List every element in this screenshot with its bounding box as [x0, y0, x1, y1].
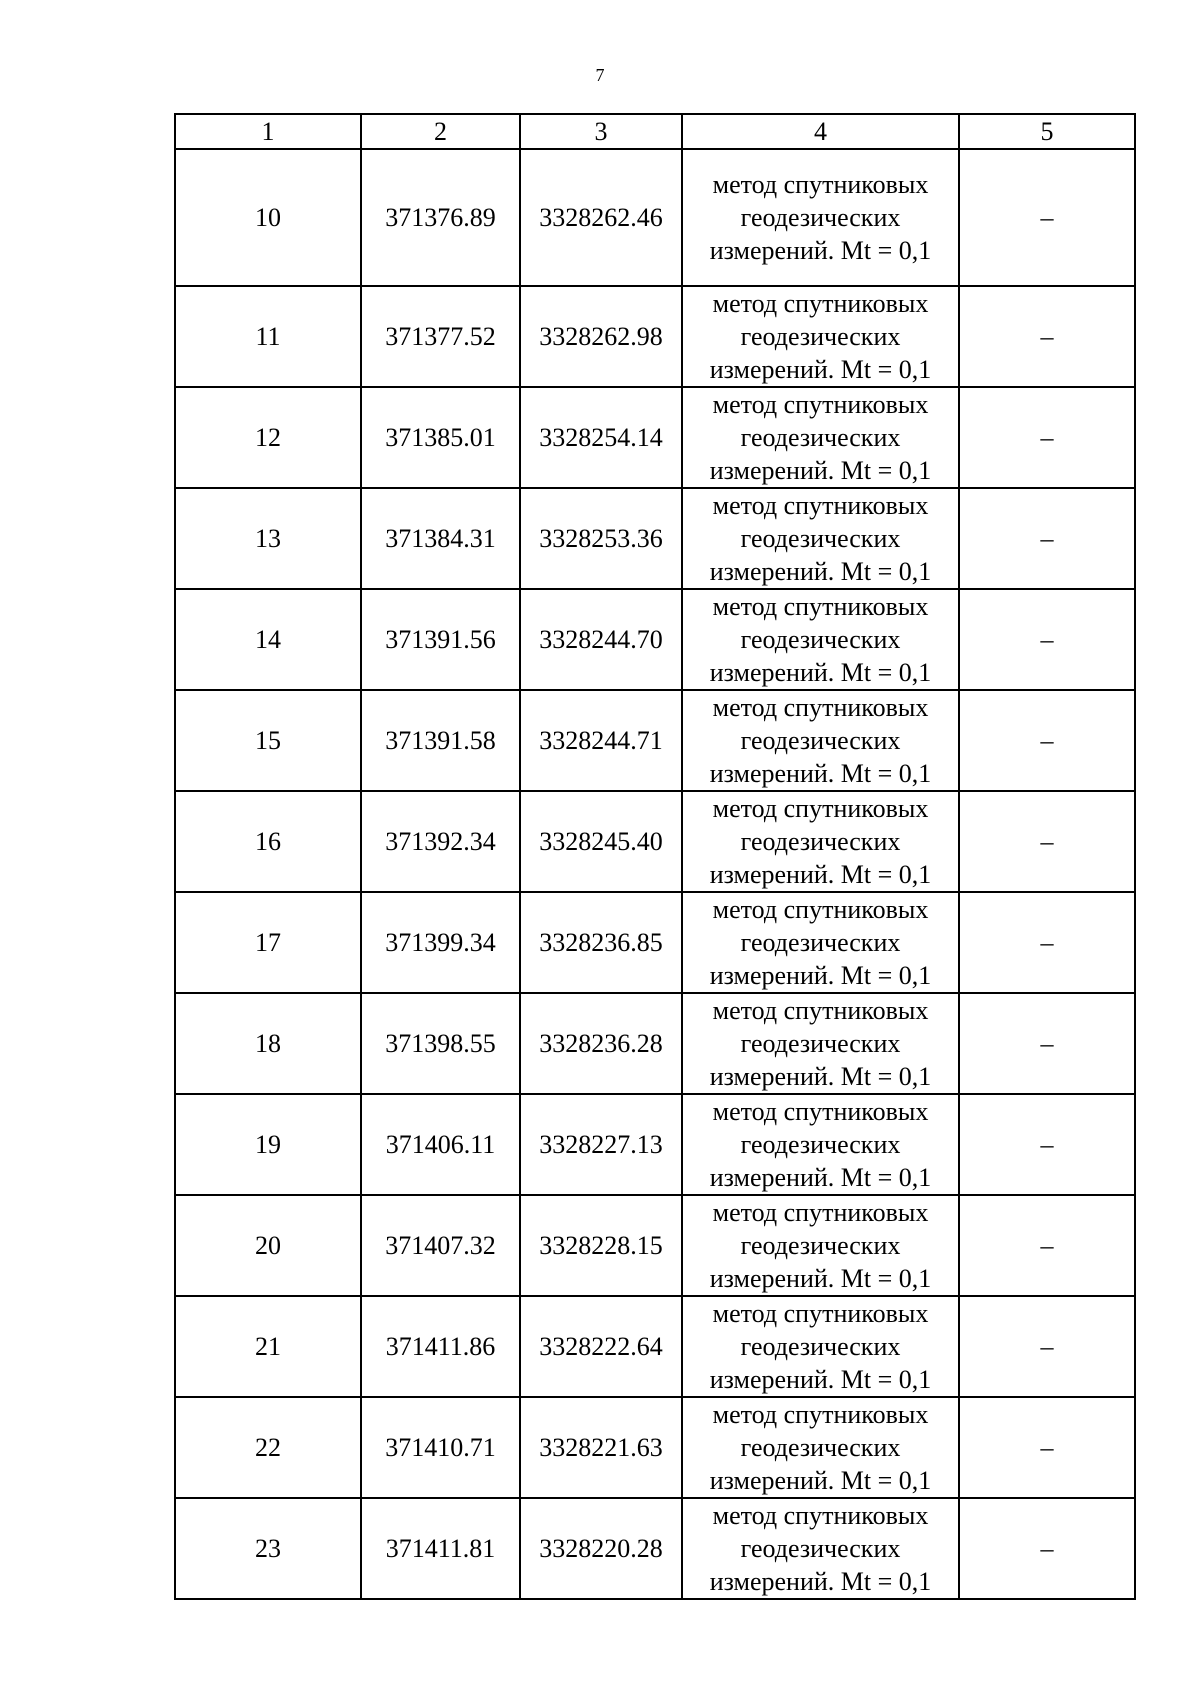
- point-number-cell: 10: [175, 149, 361, 286]
- y-coordinate-cell: 3328220.28: [520, 1498, 682, 1599]
- method-text: метод спутниковых геодезических измерений. Mt = 0,1: [709, 289, 932, 384]
- table-row: [175, 1397, 1135, 1498]
- table-row: [175, 387, 1135, 488]
- method-text: метод спутниковых геодезических измерений. Mt = 0,1: [709, 1299, 932, 1394]
- y-coordinate-cell: 3328236.28: [520, 993, 682, 1094]
- method-cell: [682, 387, 959, 488]
- note-cell: –: [959, 149, 1135, 286]
- y-coordinate-cell: 3328254.14: [520, 387, 682, 488]
- table-row: [175, 1498, 1135, 1599]
- x-coordinate-cell: 371410.71: [361, 1397, 520, 1498]
- y-coordinate-cell: 3328228.15: [520, 1195, 682, 1296]
- column-header-4: 4: [682, 114, 959, 149]
- point-number-cell: 18: [175, 993, 361, 1094]
- table-row: [175, 791, 1135, 892]
- table-row: [175, 892, 1135, 993]
- method-cell: [682, 286, 959, 387]
- x-coordinate-cell: 371391.56: [361, 589, 520, 690]
- note-cell: –: [959, 488, 1135, 589]
- point-number-cell: 15: [175, 690, 361, 791]
- x-coordinate-cell: 371392.34: [361, 791, 520, 892]
- method-text: метод спутниковых геодезических измерений. Mt = 0,1: [709, 693, 932, 788]
- table-row: [175, 286, 1135, 387]
- header-row: [175, 114, 1135, 149]
- x-coordinate-cell: 371407.32: [361, 1195, 520, 1296]
- x-coordinate-cell: 371384.31: [361, 488, 520, 589]
- x-coordinate-cell: 371377.52: [361, 286, 520, 387]
- method-text: метод спутниковых геодезических измерений. Mt = 0,1: [709, 996, 932, 1091]
- table-header: [175, 114, 1135, 149]
- y-coordinate-cell: 3328221.63: [520, 1397, 682, 1498]
- y-coordinate-cell: 3328244.71: [520, 690, 682, 791]
- method-cell: [682, 1195, 959, 1296]
- table-row: [175, 1195, 1135, 1296]
- point-number-cell: 11: [175, 286, 361, 387]
- note-cell: –: [959, 690, 1135, 791]
- table-row: [175, 690, 1135, 791]
- note-cell: –: [959, 1094, 1135, 1195]
- y-coordinate-cell: 3328244.70: [520, 589, 682, 690]
- point-number-cell: 23: [175, 1498, 361, 1599]
- point-number-cell: 13: [175, 488, 361, 589]
- point-number-cell: 12: [175, 387, 361, 488]
- note-cell: –: [959, 993, 1135, 1094]
- method-text: метод спутниковых геодезических измерений. Mt = 0,1: [709, 592, 932, 687]
- point-number-cell: 16: [175, 791, 361, 892]
- method-cell: [682, 993, 959, 1094]
- x-coordinate-cell: 371391.58: [361, 690, 520, 791]
- table-row: [175, 1094, 1135, 1195]
- y-coordinate-cell: 3328222.64: [520, 1296, 682, 1397]
- method-cell: [682, 1397, 959, 1498]
- point-number-cell: 14: [175, 589, 361, 690]
- note-cell: –: [959, 1498, 1135, 1599]
- table-row: [175, 149, 1135, 286]
- method-cell: [682, 1094, 959, 1195]
- method-cell: [682, 892, 959, 993]
- note-cell: –: [959, 589, 1135, 690]
- table-body: [175, 149, 1135, 1599]
- y-coordinate-cell: 3328262.98: [520, 286, 682, 387]
- note-cell: –: [959, 387, 1135, 488]
- x-coordinate-cell: 371399.34: [361, 892, 520, 993]
- y-coordinate-cell: 3328262.46: [520, 149, 682, 286]
- note-cell: –: [959, 1195, 1135, 1296]
- method-text: метод спутниковых геодезических измерений. Mt = 0,1: [709, 1198, 932, 1293]
- method-cell: [682, 1296, 959, 1397]
- method-text: метод спутниковых геодезических измерений. Mt = 0,1: [709, 1501, 932, 1596]
- page-number: 7: [595, 65, 605, 85]
- method-cell: [682, 690, 959, 791]
- table-row: [175, 1296, 1135, 1397]
- note-cell: –: [959, 892, 1135, 993]
- point-number-cell: 22: [175, 1397, 361, 1498]
- method-cell: [682, 589, 959, 690]
- method-cell: [682, 791, 959, 892]
- x-coordinate-cell: 371411.86: [361, 1296, 520, 1397]
- column-header-5: 5: [959, 114, 1135, 149]
- note-cell: –: [959, 286, 1135, 387]
- table-row: [175, 488, 1135, 589]
- method-text: метод спутниковых геодезических измерений. Mt = 0,1: [709, 1097, 932, 1192]
- method-text: метод спутниковых геодезических измерений. Mt = 0,1: [709, 491, 932, 586]
- x-coordinate-cell: 371406.11: [361, 1094, 520, 1195]
- method-cell: [682, 488, 959, 589]
- point-number-cell: 19: [175, 1094, 361, 1195]
- method-text: метод спутниковых геодезических измерений. Mt = 0,1: [709, 170, 932, 265]
- point-number-cell: 21: [175, 1296, 361, 1397]
- note-cell: –: [959, 1296, 1135, 1397]
- method-text: метод спутниковых геодезических измерений. Mt = 0,1: [709, 895, 932, 990]
- x-coordinate-cell: 371398.55: [361, 993, 520, 1094]
- y-coordinate-cell: 3328236.85: [520, 892, 682, 993]
- column-header-1: 1: [175, 114, 361, 149]
- table-row: [175, 589, 1135, 690]
- method-cell: [682, 1498, 959, 1599]
- column-header-2: 2: [361, 114, 520, 149]
- column-header-3: 3: [520, 114, 682, 149]
- method-text: метод спутниковых геодезических измерений. Mt = 0,1: [709, 1400, 932, 1495]
- note-cell: –: [959, 791, 1135, 892]
- point-number-cell: 17: [175, 892, 361, 993]
- point-number-cell: 20: [175, 1195, 361, 1296]
- note-cell: –: [959, 1397, 1135, 1498]
- method-cell: [682, 149, 959, 286]
- coordinates-table: [174, 113, 1136, 1600]
- y-coordinate-cell: 3328245.40: [520, 791, 682, 892]
- method-text: метод спутниковых геодезических измерений. Mt = 0,1: [709, 794, 932, 889]
- x-coordinate-cell: 371385.01: [361, 387, 520, 488]
- x-coordinate-cell: 371411.81: [361, 1498, 520, 1599]
- y-coordinate-cell: 3328227.13: [520, 1094, 682, 1195]
- y-coordinate-cell: 3328253.36: [520, 488, 682, 589]
- table-row: [175, 993, 1135, 1094]
- method-text: метод спутниковых геодезических измерений. Mt = 0,1: [709, 390, 932, 485]
- x-coordinate-cell: 371376.89: [361, 149, 520, 286]
